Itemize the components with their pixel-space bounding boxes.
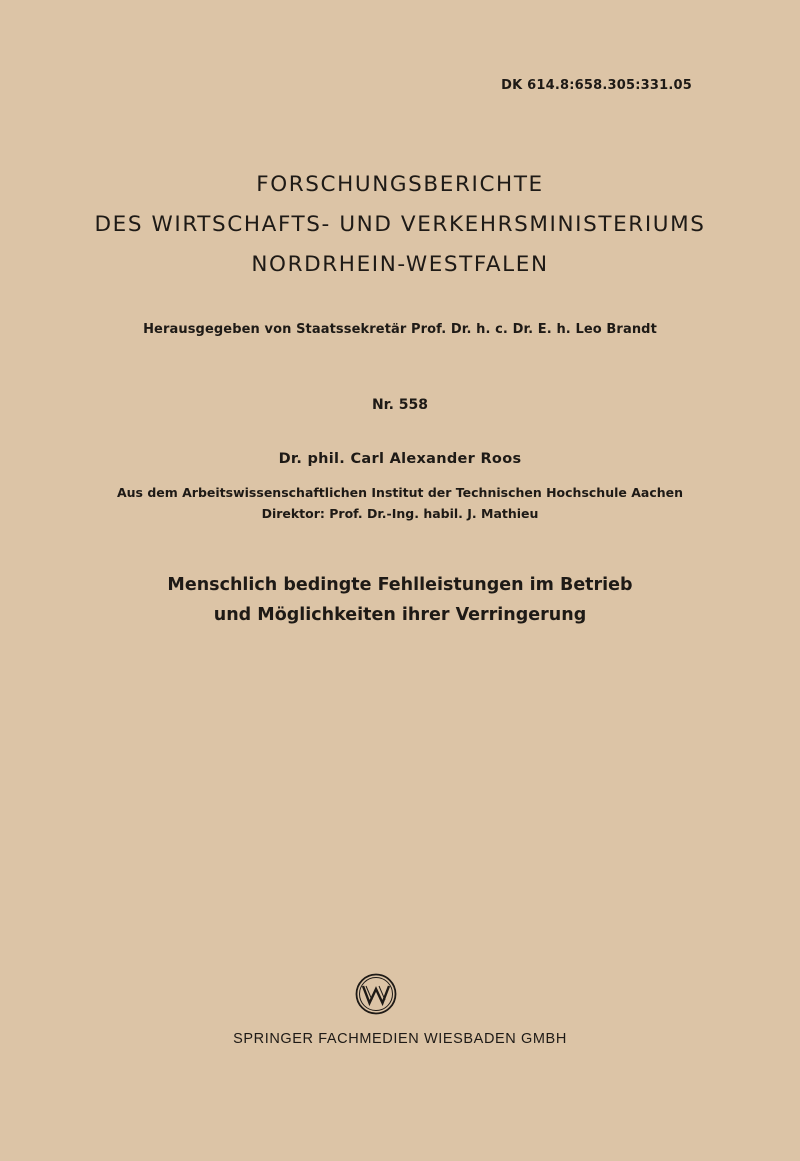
publisher-logo-icon <box>355 973 397 1015</box>
institute-line: Aus dem Arbeitswissenschaftlichen Institut der Technischen Hochschule Aachen <box>116 485 684 500</box>
book-title-line-1: Menschlich bedingte Fehlleistungen im Betrieb <box>167 575 633 595</box>
book-title-line-2: und Möglichkeiten ihrer Verringerung <box>213 605 587 625</box>
classification-code: DK 614.8:658.305:331.05 <box>501 78 692 93</box>
series-title-line-1: FORSCHUNGSBERICHTE <box>256 172 544 197</box>
editor-line: Herausgegeben von Staatssekretär Prof. Dr. h. c. Dr. E. h. Leo Brandt <box>143 322 657 337</box>
author-name: Dr. phil. Carl Alexander Roos <box>278 451 522 467</box>
report-number: Nr. 558 <box>371 397 429 413</box>
series-title-line-3: NORDRHEIN-WESTFALEN <box>251 252 549 277</box>
director-line: Direktor: Prof. Dr.-Ing. habil. J. Mathieu <box>261 506 539 521</box>
series-title-line-2: DES WIRTSCHAFTS- UND VERKEHRSMINISTERIUMS <box>94 212 706 237</box>
publisher-name: SPRINGER FACHMEDIEN WIESBADEN GMBH <box>233 1031 567 1047</box>
